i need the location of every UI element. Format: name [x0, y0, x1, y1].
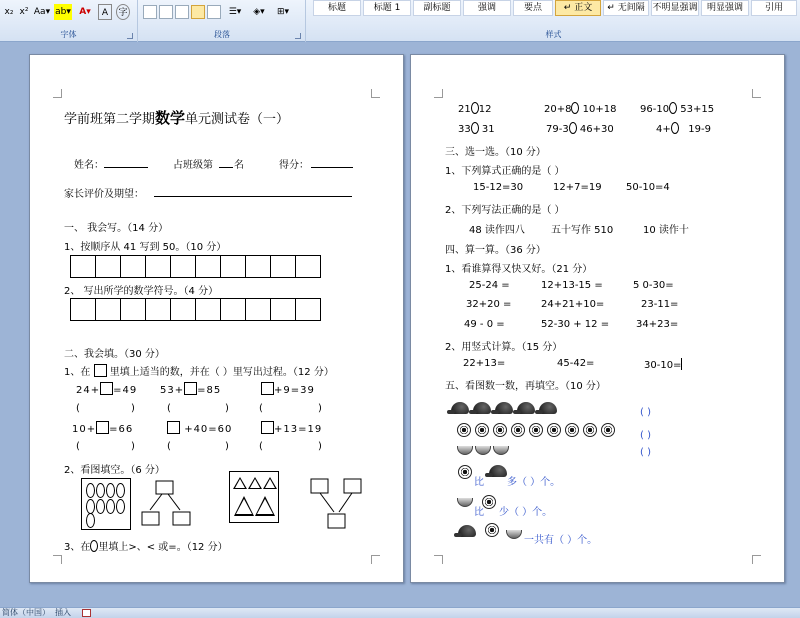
paragraph-dialog-launcher-icon[interactable]: [295, 33, 301, 39]
grid-cell[interactable]: [245, 255, 271, 278]
rank-label: 占班级第: [173, 160, 213, 171]
rank-blank: [219, 167, 233, 168]
cap-icon: [539, 402, 557, 414]
compare-circle[interactable]: [671, 122, 679, 134]
equation-2c: +13=19: [261, 421, 322, 435]
enclose-char-button[interactable]: 字: [116, 4, 130, 20]
oval-shape: [96, 499, 105, 514]
grid-cell[interactable]: [70, 298, 96, 321]
parent-comment-label: 家长评价及期望：: [64, 189, 144, 200]
answer-box[interactable]: [261, 382, 274, 395]
equation-2a: 10+ =66: [72, 421, 133, 435]
split-line: [150, 494, 162, 510]
compare-item: 96-10 53+15: [640, 104, 715, 115]
equation-1b: 53+ =85: [160, 382, 221, 396]
crop-mark: [371, 555, 380, 564]
grid-cell[interactable]: [270, 255, 296, 278]
split-line: [339, 493, 352, 512]
crop-mark: [371, 89, 380, 98]
paragraph-group-label: 段落: [214, 30, 230, 39]
grid-cell[interactable]: [120, 298, 146, 321]
football-icon: [485, 523, 499, 537]
vertical-calc-item: 22+13=: [463, 358, 506, 369]
style-subtle-emphasis[interactable]: 不明显强调: [651, 0, 699, 16]
triangle-shape: [255, 496, 275, 516]
football-icon: [493, 423, 507, 437]
oval-shape: [116, 483, 125, 498]
crop-mark: [434, 555, 443, 564]
text-cursor: [681, 358, 682, 370]
football-icon: [601, 423, 615, 437]
ovals-picture: [81, 478, 131, 530]
paren-open: (: [259, 441, 263, 452]
font-color-button[interactable]: A▾: [79, 7, 91, 17]
style-quote[interactable]: 引用: [751, 0, 797, 16]
calc-item: 49 - 0 =: [464, 319, 505, 330]
answer-box[interactable]: [100, 382, 113, 395]
styles-group-label: 样式: [545, 30, 562, 39]
oval-shape: [86, 483, 95, 498]
section-3-heading: 三、选一选。（10 分）: [445, 147, 546, 158]
triangle-shape: [233, 477, 247, 489]
question-4-2: 2、用竖式计算。（15 分）: [445, 342, 563, 353]
bowl-icon: [475, 446, 491, 455]
option-3-2-b: 五十写作 510: [551, 225, 614, 236]
compare-sentence-2: 少（ ）个。: [499, 507, 553, 518]
bowl-icon: [457, 446, 473, 455]
question-2-2: 2、看图填空。（6 分）: [64, 465, 165, 476]
compare-item: 4+ 19-9: [656, 124, 711, 135]
cap-icon: [489, 465, 507, 477]
align-right-icon[interactable]: [175, 5, 189, 19]
score-label: 得分：: [279, 160, 309, 171]
highlight-button[interactable]: ab▾: [54, 4, 72, 20]
crop-mark: [752, 555, 761, 564]
crop-mark: [752, 89, 761, 98]
crop-mark: [434, 89, 443, 98]
char-border-button[interactable]: A: [98, 4, 112, 20]
equation-1a: 24+ =49: [76, 382, 137, 396]
distributed-icon[interactable]: [207, 5, 221, 19]
split-box-right[interactable]: [344, 479, 361, 493]
option-3-2-a: 48 读作四八: [469, 225, 525, 236]
triangle-shape: [248, 477, 262, 489]
change-case-button[interactable]: Aa▾: [33, 7, 51, 17]
option-3-2-c: 10 读作十: [643, 225, 689, 236]
grid-cell[interactable]: [245, 298, 271, 321]
grid-cell[interactable]: [95, 298, 121, 321]
count-blank[interactable]: ( ): [640, 447, 651, 458]
macro-record-icon[interactable]: [82, 609, 91, 617]
compare-circle[interactable]: [569, 122, 577, 134]
answer-grid-1: [70, 255, 320, 278]
section-2-heading: 二、我会填。（30 分）: [64, 349, 165, 360]
calc-item: 23-11=: [641, 299, 679, 310]
calc-item: 34+23=: [636, 319, 679, 330]
triangles-picture: [229, 471, 279, 523]
cap-icon: [517, 402, 535, 414]
triangle-shape: [263, 477, 277, 489]
grid-cell[interactable]: [220, 255, 246, 278]
paragraph-group: [139, 0, 306, 42]
split-box-top[interactable]: [156, 481, 173, 494]
oval-shape: [116, 499, 125, 514]
answer-box[interactable]: [167, 421, 180, 434]
bowl-icon: [457, 498, 473, 507]
split-box-right[interactable]: [173, 512, 190, 525]
grid-cell[interactable]: [220, 298, 246, 321]
grid-cell[interactable]: [195, 255, 221, 278]
number-split-diagram-2: [308, 478, 368, 530]
section-4-heading: 四、算一算。（36 分）: [445, 245, 546, 256]
split-line: [320, 493, 334, 512]
split-box-left[interactable]: [142, 512, 159, 525]
grid-cell[interactable]: [295, 255, 321, 278]
grid-cell[interactable]: [170, 255, 196, 278]
question-3-2: 2、下列写法正确的是（ ）: [445, 205, 565, 216]
football-icon: [565, 423, 579, 437]
paren-open: (: [167, 441, 171, 452]
style-heading1[interactable]: 标题 1: [363, 0, 411, 16]
equation-2b: +40=60: [167, 421, 232, 435]
grid-cell[interactable]: [195, 298, 221, 321]
option-3-1-b: 12+7=19: [553, 182, 602, 193]
section-1-heading: 一、 我会写。（14 分）: [64, 223, 169, 234]
document-page-1[interactable]: [29, 54, 404, 583]
option-3-1-a: 15-12=30: [473, 182, 524, 193]
count-blank[interactable]: ( ): [640, 407, 651, 418]
football-icon: [458, 465, 472, 479]
compare-circle[interactable]: [471, 102, 479, 114]
vertical-calc-item: 45-42=: [557, 358, 595, 369]
grid-cell[interactable]: [145, 298, 171, 321]
language-status[interactable]: 简体（中国）: [2, 608, 50, 617]
calc-item: 12+13-15 =: [541, 280, 603, 291]
paren-open: (: [76, 403, 80, 414]
name-blank: [104, 167, 148, 168]
answer-box[interactable]: [184, 382, 197, 395]
football-icon: [547, 423, 561, 437]
total-sentence: 一共有（ ）个。: [524, 535, 598, 546]
split-line: [168, 494, 180, 510]
section-5-heading: 五、看图数一数，再填空。（10 分）: [445, 381, 606, 392]
oval-shape: [106, 483, 115, 498]
compare-circle[interactable]: [571, 102, 579, 114]
superscript-button[interactable]: x²: [19, 7, 29, 17]
answer-box[interactable]: [96, 421, 109, 434]
borders-button[interactable]: ⊞▾: [276, 7, 290, 17]
font-group-label: 字体: [60, 30, 77, 39]
split-box-left[interactable]: [311, 479, 328, 493]
grid-cell[interactable]: [95, 255, 121, 278]
grid-cell[interactable]: [270, 298, 296, 321]
bowl-icon: [493, 446, 509, 455]
question-3-1: 1、下列算式正确的是（ ）: [445, 166, 565, 177]
justify-icon[interactable]: [191, 5, 205, 19]
score-blank: [311, 167, 353, 168]
style-strong[interactable]: 要点: [513, 0, 553, 16]
paren-close: ): [225, 403, 229, 414]
compare-sentence-1: 多（ ）个。: [507, 477, 561, 488]
compare-circle[interactable]: [471, 122, 479, 134]
grid-cell[interactable]: [170, 298, 196, 321]
paren-close: ): [131, 403, 135, 414]
answer-box[interactable]: [261, 421, 274, 434]
style-intense-emphasis[interactable]: 明显强调: [701, 0, 749, 16]
football-icon: [457, 423, 471, 437]
grid-cell[interactable]: [70, 255, 96, 278]
grid-cell[interactable]: [120, 255, 146, 278]
paren-open: (: [167, 403, 171, 414]
shading-button[interactable]: ◈▾: [253, 7, 265, 17]
football-icon: [511, 423, 525, 437]
question-1-1: 1、按顺序从 41 写到 50。（10 分）: [64, 242, 227, 253]
football-icon: [583, 423, 597, 437]
paren-close: ): [131, 441, 135, 452]
ribbon: [0, 0, 800, 42]
compare-word: 比: [474, 477, 484, 488]
calc-item: 25-24 =: [469, 280, 510, 291]
insert-mode-status[interactable]: 插入: [55, 608, 71, 617]
paren-close: ): [318, 441, 322, 452]
status-bar: [0, 607, 800, 618]
compare-word: 比: [474, 507, 484, 518]
calc-item: 24+21+10=: [541, 299, 605, 310]
number-split-diagram-1: [140, 480, 200, 532]
cap-icon: [451, 402, 469, 414]
split-box-bottom[interactable]: [328, 514, 345, 528]
compare-item: 33 31: [458, 124, 495, 135]
triangle-shape: [234, 496, 254, 516]
question-1-2: 2、 写出所学的数学符号。（4 分）: [64, 286, 219, 297]
paren-close: ): [225, 441, 229, 452]
compare-item: 21 12: [458, 104, 492, 115]
football-icon: [482, 495, 496, 509]
oval-shape: [86, 513, 95, 528]
name-label: 姓名：: [74, 160, 104, 171]
football-icon: [529, 423, 543, 437]
compare-item: 20+8 10+18: [544, 104, 617, 115]
question-4-1: 1、看谁算得又快又好。（21 分）: [445, 264, 593, 275]
crop-mark: [53, 555, 62, 564]
bowl-icon: [506, 530, 522, 539]
line-spacing-button[interactable]: ☰▾: [228, 7, 242, 17]
align-left-icon[interactable]: [143, 5, 157, 19]
grid-cell[interactable]: [145, 255, 171, 278]
answer-grid-2: [70, 298, 320, 321]
cap-icon: [458, 525, 476, 537]
option-3-1-c: 50-10=4: [626, 182, 670, 193]
style-normal[interactable]: ↵ 正文: [555, 0, 601, 16]
paren-open: (: [76, 441, 80, 452]
align-center-icon[interactable]: [159, 5, 173, 19]
style-title[interactable]: 标题: [313, 0, 361, 16]
square-symbol: [94, 364, 107, 377]
style-no-spacing[interactable]: ↵ 无间隔: [603, 0, 649, 16]
vertical-calc-item: 30-10=: [644, 360, 682, 371]
compare-item: 79-3 46+30: [546, 124, 614, 135]
styles-group: [307, 0, 800, 42]
rank-suffix: 名: [234, 160, 244, 171]
football-icon: [475, 423, 489, 437]
font-group: [0, 0, 138, 42]
oval-shape: [106, 499, 115, 514]
oval-shape: [96, 483, 105, 498]
parent-comment-blank: [154, 196, 352, 197]
crop-mark: [53, 89, 62, 98]
font-dialog-launcher-icon[interactable]: [127, 33, 133, 39]
cap-icon: [495, 402, 513, 414]
oval-shape: [86, 499, 95, 514]
calc-item: 32+20 =: [466, 299, 512, 310]
page-title: 学前班第二学期数学单元测试卷（一）: [64, 109, 290, 127]
question-2-3: 3、在 里填上>、< 或=。（12 分）: [64, 542, 228, 553]
paren-open: (: [259, 403, 263, 414]
style-subtitle[interactable]: 副标题: [413, 0, 461, 16]
count-blank[interactable]: ( ): [640, 430, 651, 441]
style-emphasis[interactable]: 强调: [463, 0, 511, 16]
compare-circle[interactable]: [669, 102, 677, 114]
cap-icon: [473, 402, 491, 414]
equation-1c: +9=39: [261, 382, 315, 396]
calc-item: 5 0-30=: [633, 280, 674, 291]
calc-item: 52-30 + 12 =: [541, 319, 610, 330]
paren-close: ): [318, 403, 322, 414]
question-2-1: 1、在 里填上适当的数，并在（ ）里写出过程。（12 分）: [64, 363, 334, 378]
document-page-2[interactable]: [410, 54, 785, 583]
grid-cell[interactable]: [295, 298, 321, 321]
subscript-button[interactable]: x₂: [4, 7, 14, 17]
